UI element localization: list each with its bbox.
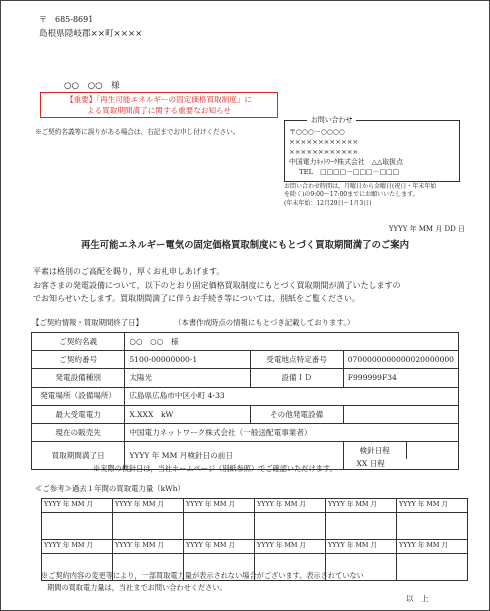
location-value: 広島県広島市中区小町 4-33	[125, 387, 459, 405]
month-cell: YYYY 年 MM 月	[397, 540, 468, 554]
inquiry-address-1: ××××××××××××	[289, 138, 359, 146]
name-error-note: ※ご契約名義等に誤りがある場合は、右記までお申し付けください。	[35, 128, 240, 136]
month-cell: YYYY 年 MM 月	[255, 540, 326, 554]
important-notice-box	[40, 92, 278, 118]
table-row	[32, 333, 459, 351]
document-title: 再生可能エネルギー電気の固定価格買取制度にもとづく買取期間満了のご案内	[81, 240, 409, 251]
inquiry-box	[284, 116, 460, 182]
inquiry-tel: TEL □□□□－□□□－□□□	[299, 168, 399, 176]
equipment-type-value: 太陽光	[125, 369, 250, 387]
greeting: 平素は格別のご高配を賜り，厚くお礼申しあげます。	[33, 267, 225, 276]
seller-label: 現在の販売先	[32, 423, 125, 441]
postal-code: 〒 685-8691	[39, 15, 94, 24]
kwh-cell	[113, 513, 184, 540]
table-row	[32, 423, 459, 441]
meter-note: ※実際の検針日は，当社ホームページ（別紙参照）でご確認いただけます。	[93, 464, 337, 473]
month-cell: YYYY 年 MM 月	[42, 540, 113, 554]
issue-date: YYYY 年 MM 月 DD 日	[388, 225, 465, 233]
meter-label: 検針日程	[344, 442, 407, 459]
contract-name-label: ご契約名義	[32, 333, 125, 351]
hours-line-2: を除く)の9:00～17:00までにお願いいたします。	[284, 191, 419, 199]
kwh-cell	[184, 513, 255, 540]
month-cell: YYYY 年 MM 月	[42, 499, 113, 513]
other-equipment-value	[343, 405, 458, 423]
inquiry-hours	[284, 183, 474, 208]
purchase-section-title: ≪ご参考≫過去１年間の買取電力量（kWh）	[35, 484, 185, 493]
hours-line-3: (年末年始：12月29日～1月3日)	[284, 199, 372, 207]
point-value: 0700000000000020000000	[343, 351, 458, 369]
table-row	[32, 387, 459, 405]
month-cell: YYYY 年 MM 月	[113, 499, 184, 513]
inquiry-postal: 〒○○○－○○○○	[289, 128, 345, 136]
recipient-name: ○○ ○○ 様	[64, 81, 120, 91]
location-label: 発電場所（設備場所）	[32, 387, 125, 405]
month-cell: YYYY 年 MM 月	[184, 499, 255, 513]
contract-section-note: （本書作成時点の情報にもとづき記載しております。）	[174, 318, 355, 327]
seller-value: 中国電力ネットワーク株式会社（一般送配電事業者）	[125, 423, 459, 441]
body-text	[33, 265, 463, 306]
month-cell: YYYY 年 MM 月	[255, 499, 326, 513]
month-cell: YYYY 年 MM 月	[113, 540, 184, 554]
purchase-kwh-table	[41, 498, 468, 581]
equipment-type-label: 発電設備種別	[32, 369, 125, 387]
contract-name-value: ○○ ○○ 様	[125, 333, 459, 351]
notice-line-2: よる買取期間満了に関する重要なお知らせ	[86, 106, 232, 115]
table-row	[32, 351, 459, 369]
end-date-label: 買取期間満了日	[32, 442, 125, 469]
recipient-address: 島根県隠岐郡××町××××	[39, 29, 143, 39]
inquiry-address-2: ××××××××××××	[289, 148, 359, 156]
contract-number-label: ご契約番号	[32, 351, 125, 369]
contract-number-value: 5100-00000000-1	[125, 351, 250, 369]
kwh-cell	[326, 513, 397, 540]
table-row	[32, 405, 459, 423]
kwh-cell	[255, 513, 326, 540]
body-line-2: でお知らせいたします。買取期間満了に伴うお手続き等については，別紙をご覧ください。	[33, 294, 360, 304]
equipment-id-value: F999999F34	[343, 369, 458, 387]
equipment-id-label: 設備ＩＤ	[250, 369, 343, 387]
kwh-cell	[397, 513, 468, 540]
kwh-cell	[397, 554, 468, 581]
contract-section-title: 【ご契約情報・買取期間終了日】	[32, 318, 143, 327]
footer-note-1: ※ご契約内容の変更等により，一部買取電力量が表示されない場合がございます。表示されていない	[41, 571, 364, 580]
kwh-cell	[42, 513, 113, 540]
hours-line-1: お問い合わせ時間は，月曜日から金曜日(祝日・年末年始	[284, 183, 437, 190]
month-cell: YYYY 年 MM 月	[184, 540, 255, 554]
notice-line-1: 【重要】「再生可能エネルギーの固定価格買取制度」に	[65, 95, 253, 104]
body-line-1: お客さまの発電設備について，以下のとおり固定価格買取制度にもとづく買取期間が満了いたしますの	[33, 280, 401, 290]
meter-cell	[343, 442, 458, 469]
month-cell: YYYY 年 MM 月	[397, 499, 468, 513]
table-row	[42, 499, 468, 513]
contract-info-table	[31, 332, 459, 470]
inquiry-title: お問い合わせ	[307, 115, 356, 125]
inquiry-company: 中国電力ﾈｯﾄﾜｰｸ株式会社 △△取扱点	[289, 158, 403, 166]
table-row	[42, 540, 468, 554]
other-equipment-label: その他発電設備	[250, 405, 343, 423]
point-label: 受電地点特定番号	[250, 351, 343, 369]
end-date-value: YYYY 年 MM 月検針日の前日	[125, 442, 343, 469]
max-power-value: X.XXX kW	[125, 405, 250, 423]
month-cell: YYYY 年 MM 月	[326, 540, 397, 554]
meter-value: XX 日程	[356, 459, 385, 469]
footer-note-2: 期間の買取電力量は，当社までお問い合わせください。	[47, 583, 227, 592]
table-row	[42, 513, 468, 540]
month-cell: YYYY 年 MM 月	[326, 499, 397, 513]
max-power-label: 最大受電電力	[32, 405, 125, 423]
closing-text: 以 上	[406, 594, 429, 603]
table-row	[32, 369, 459, 387]
